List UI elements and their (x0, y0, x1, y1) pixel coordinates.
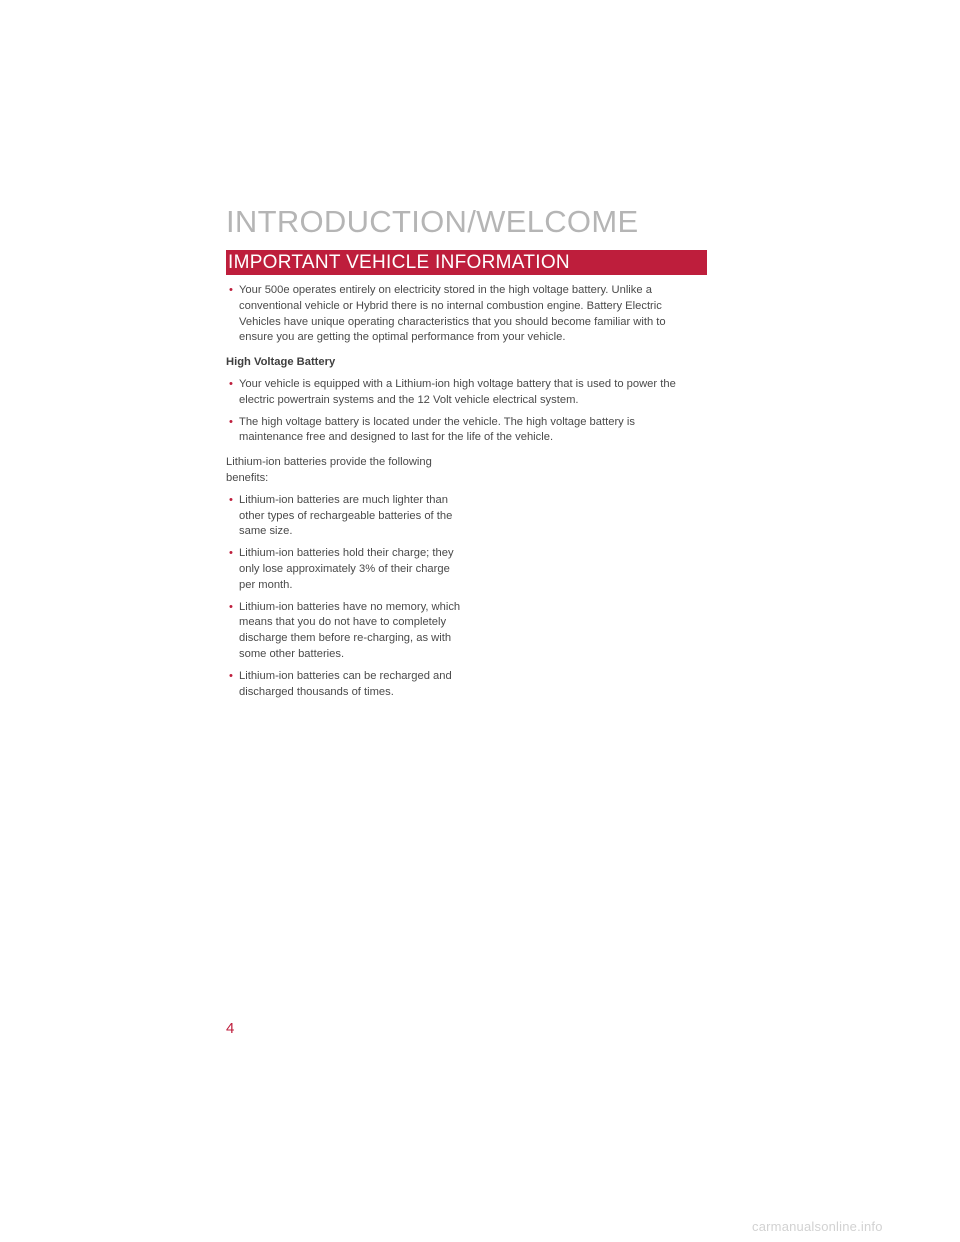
list-item-text: Lithium-ion batteries have no memory, which means that you do not have to completely discharge them before re-charging, as with some other batteries. (239, 600, 461, 660)
banner-title: IMPORTANT VEHICLE INFORMATION (228, 252, 570, 273)
bullet-icon: • (229, 600, 233, 613)
bullet-icon: • (229, 377, 233, 390)
main-content (226, 283, 696, 706)
benefits-intro: Lithium-ion batteries provide the following benefits: (226, 456, 432, 484)
benefits-column (226, 455, 461, 700)
list-item-text: Your vehicle is equipped with a Lithium-ion high voltage battery that is used to power the electric powertrain systems and the 12 Volt vehicle electrical system. (239, 377, 676, 406)
title-banner (226, 250, 707, 275)
watermark: carmanualsonline.info (752, 1219, 883, 1234)
bullet-icon: • (229, 284, 233, 296)
list-item (226, 669, 461, 701)
list-item-text: Lithium-ion batteries are much lighter than other types of rechargeable batteries of the same size. (239, 493, 453, 538)
list-item (226, 493, 461, 540)
list-item-text: Lithium-ion batteries hold their charge; they only lose approximately 3% of their charge per month. (239, 547, 454, 591)
list-item (226, 377, 696, 409)
list-item-text: Your 500e operates entirely on electricity stored in the high voltage battery. Unlike a conventional vehicle or Hybrid there is no internal combustion engine. Battery Electric Vehicles have unique operating characteristics that you should become familiar with to ensure you are getting the optimal performance from your vehicle. (239, 284, 666, 344)
bullet-icon: • (229, 415, 233, 428)
bullet-icon: • (229, 493, 233, 506)
list-item (226, 415, 696, 447)
page-number: 4 (226, 1020, 235, 1037)
list-item-text: Lithium-ion batteries can be recharged and discharged thousands of times. (239, 669, 452, 698)
section-heading: INTRODUCTION/WELCOME (226, 204, 639, 239)
list-item-text: The high voltage battery is located under the vehicle. The high voltage battery is maintenance free and designed to last for the life of the vehicle. (239, 415, 635, 444)
list-item (226, 546, 461, 593)
list-item (226, 283, 696, 346)
bullet-icon: • (229, 547, 233, 560)
bullet-icon: • (229, 669, 233, 682)
list-item (226, 600, 461, 663)
subsection-heading: High Voltage Battery (226, 356, 336, 369)
